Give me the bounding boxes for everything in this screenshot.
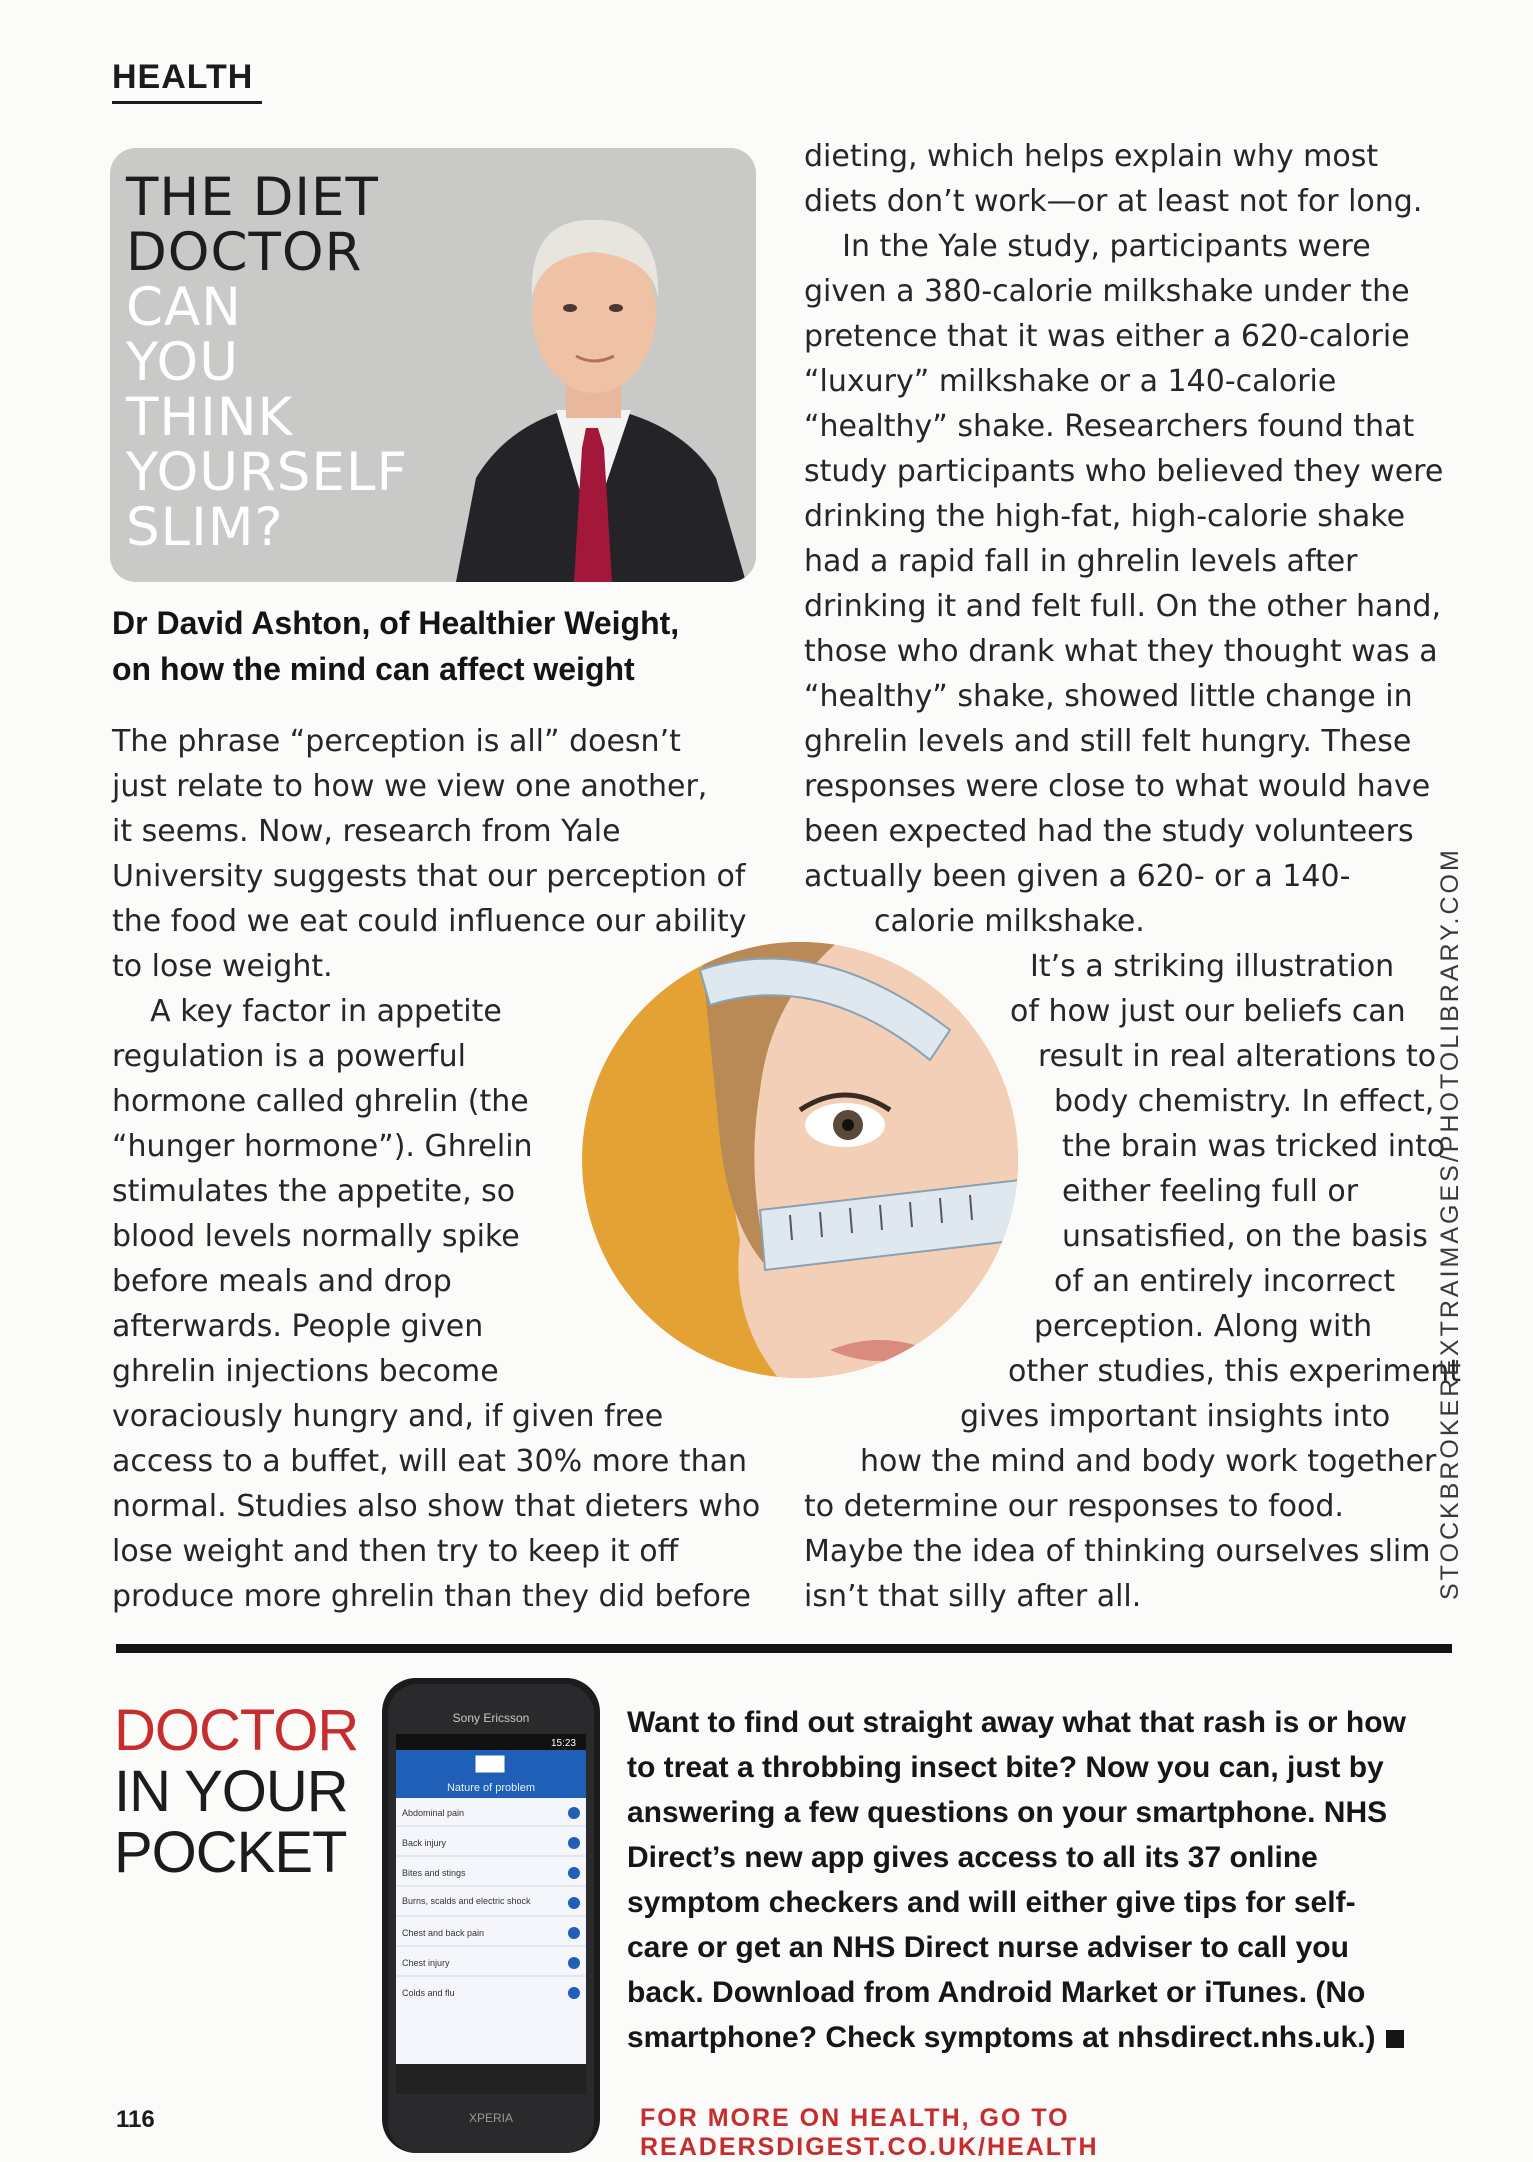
right-text-line: diets don’t work—or at least not for long. bbox=[804, 184, 1423, 219]
right-text-line: “healthy” shake. Researchers found that bbox=[804, 409, 1415, 444]
right-text-line: given a 380-calorie milkshake under the bbox=[804, 274, 1410, 309]
left-text-line: access to a buffet, will eat 30% more than bbox=[112, 1444, 748, 1479]
pocket-body-last-line bbox=[627, 2015, 1467, 2060]
left-text-line: lose weight and then try to keep it off bbox=[112, 1534, 679, 1569]
left-text-line: The phrase “perception is all” doesn’t bbox=[112, 724, 681, 759]
pocket-body-line: answering a few questions on your smartphone. NHS bbox=[627, 1796, 1388, 1829]
headline-light-line-2: YOU bbox=[126, 332, 239, 393]
right-text-line: the brain was tricked into bbox=[1062, 1129, 1446, 1164]
pocket-body bbox=[627, 1700, 1467, 2060]
right-text-line: other studies, this experiment bbox=[1008, 1354, 1461, 1389]
right-text-line: how the mind and body work together bbox=[860, 1444, 1437, 1479]
title-box bbox=[110, 148, 756, 582]
right-text-line: drinking the high-fat, high-calorie shake bbox=[804, 499, 1406, 534]
left-text-line: the food we eat could influence our ability bbox=[112, 904, 747, 939]
section-label: HEALTH bbox=[112, 58, 262, 104]
pocket-body-line: Want to find out straight away what that rash is or how bbox=[627, 1706, 1406, 1739]
right-text-line: unsatisfied, on the basis bbox=[1062, 1219, 1428, 1254]
smartphone-image bbox=[378, 1676, 604, 2153]
right-text-line: either feeling full or bbox=[1062, 1174, 1359, 1209]
right-text-line: to determine our responses to food. bbox=[804, 1489, 1344, 1524]
pocket-body-line: back. Download from Android Market or iTunes. (No bbox=[627, 1976, 1366, 2009]
pocket-body-line: to treat a throbbing insect bite? Now you can, just by bbox=[627, 1751, 1384, 1784]
right-text-line: body chemistry. In effect, bbox=[1054, 1084, 1435, 1119]
right-text-line: gives important insights into bbox=[960, 1399, 1391, 1434]
phone-clock: 15:23 bbox=[550, 1738, 576, 1749]
headline-dark-line-2: DOCTOR bbox=[126, 222, 363, 283]
phone-list-item: Chest injury bbox=[402, 1958, 450, 1968]
right-text-line: pretence that it was either a 620-calorie bbox=[804, 319, 1410, 354]
section-divider bbox=[116, 1644, 1452, 1653]
right-text-line: dieting, which helps explain why most bbox=[804, 139, 1379, 174]
right-text-line: “healthy” shake, showed little change in bbox=[804, 679, 1413, 714]
pocket-title-red: DOCTOR bbox=[114, 1698, 359, 1763]
pocket-body-line: symptom checkers and will either give tips for self- bbox=[627, 1886, 1356, 1919]
headline bbox=[126, 167, 408, 558]
headline-light-line-1: CAN bbox=[126, 277, 242, 338]
left-text-line: voraciously hungry and, if given free bbox=[112, 1399, 664, 1434]
article-right-column bbox=[804, 134, 1461, 1619]
standfirst bbox=[112, 600, 742, 692]
phone-app-header: Nature of problem bbox=[446, 1782, 536, 1794]
headline-light-line-4: YOURSELF bbox=[126, 442, 408, 503]
left-text-line: A key factor in appetite bbox=[112, 994, 502, 1029]
photo-credit: STOCKBROKEREXTRAIMAGES/PHOTOLIBRARY.COM bbox=[1436, 847, 1464, 1600]
pocket-title bbox=[114, 1700, 358, 1883]
left-text-line: blood levels normally spike bbox=[112, 1219, 520, 1254]
right-text-line: Maybe the idea of thinking ourselves slim bbox=[804, 1534, 1431, 1569]
left-text-line: “hunger hormone”). Ghrelin bbox=[112, 1129, 533, 1164]
left-text-line: regulation is a powerful bbox=[112, 1039, 466, 1074]
left-text-line: normal. Studies also show that dieters who bbox=[112, 1489, 761, 1524]
right-text-line: had a rapid fall in ghrelin levels after bbox=[804, 544, 1358, 579]
phone-list-item: Colds and flu bbox=[402, 1988, 455, 1998]
pocket-title-line: POCKET bbox=[114, 1820, 347, 1885]
right-text-line: responses were close to what would have bbox=[804, 769, 1431, 804]
left-text-line: to lose weight. bbox=[112, 949, 333, 984]
right-text-line: result in real alterations to bbox=[1038, 1039, 1437, 1074]
right-text-line: actually been given a 620- or a 140- bbox=[804, 859, 1351, 894]
pocket-body-line: smartphone? Check symptoms at nhsdirect.nhs.uk.) bbox=[627, 2021, 1376, 2054]
right-text-line: “luxury” milkshake or a 140-calorie bbox=[804, 364, 1337, 399]
standfirst-line: on how the mind can affect weight bbox=[112, 651, 635, 687]
page-number: 116 bbox=[116, 2106, 155, 2133]
right-text-line: of how just our beliefs can bbox=[1010, 994, 1406, 1029]
standfirst-line: Dr David Ashton, of Healthier Weight, bbox=[112, 605, 680, 641]
left-text-line: ghrelin injections become bbox=[112, 1354, 499, 1389]
headline-light-line-5: SLIM? bbox=[126, 497, 284, 558]
right-text-line: of an entirely incorrect bbox=[1054, 1264, 1396, 1299]
phone-model: XPERIA bbox=[468, 2111, 514, 2125]
phone-list-item: Bites and stings bbox=[402, 1868, 466, 1878]
phone-list-item: Chest and back pain bbox=[402, 1928, 485, 1938]
right-text-line: drinking it and felt full. On the other hand, bbox=[804, 589, 1441, 624]
footer-link[interactable]: FOR MORE ON HEALTH, GO TO READERSDIGEST.CO.UK/HEALTH bbox=[640, 2104, 1099, 2161]
end-mark-icon bbox=[1386, 2030, 1404, 2048]
doctor-portrait-image bbox=[416, 148, 756, 582]
right-text-line: isn’t that silly after all. bbox=[804, 1579, 1142, 1614]
right-text-line: study participants who believed they were bbox=[804, 454, 1444, 489]
left-text-line: before meals and drop bbox=[112, 1264, 452, 1299]
right-text-line: It’s a striking illustration bbox=[1030, 949, 1395, 984]
left-text-line: stimulates the appetite, so bbox=[112, 1174, 516, 1209]
headline-light-line-3: THINK bbox=[126, 387, 294, 448]
right-text-line: ghrelin levels and still felt hungry. These bbox=[804, 724, 1412, 759]
phone-list-item: Burns, scalds and electric shock bbox=[402, 1896, 531, 1906]
pocket-title-line: IN YOUR bbox=[114, 1759, 348, 1824]
left-text-line: afterwards. People given bbox=[112, 1309, 484, 1344]
right-text-line: calorie milkshake. bbox=[874, 904, 1145, 939]
left-text-line: hormone called ghrelin (the bbox=[112, 1084, 529, 1119]
left-text-line: it seems. Now, research from Yale bbox=[112, 814, 621, 849]
pocket-body-line: Direct’s new app gives access to all its 37 online bbox=[627, 1841, 1318, 1874]
right-text-line: been expected had the study volunteers bbox=[804, 814, 1414, 849]
left-text-line: produce more ghrelin than they did before bbox=[112, 1579, 752, 1614]
right-text-line: In the Yale study, participants were bbox=[804, 229, 1371, 264]
left-text-line: just relate to how we view one another, bbox=[112, 769, 708, 804]
pocket-body-line: care or get an NHS Direct nurse adviser to call you bbox=[627, 1931, 1349, 1964]
right-text-line: those who drank what they thought was a bbox=[804, 634, 1438, 669]
right-text-line: perception. Along with bbox=[1034, 1309, 1373, 1344]
phone-list-item: Back injury bbox=[402, 1838, 447, 1848]
measuring-tape-face-image bbox=[580, 940, 1020, 1380]
phone-list-item: Abdominal pain bbox=[402, 1808, 465, 1818]
left-text-line: University suggests that our perception of bbox=[112, 859, 746, 894]
headline-dark-line-1: THE DIET bbox=[126, 167, 379, 228]
phone-brand: Sony Ericsson bbox=[452, 1711, 530, 1725]
